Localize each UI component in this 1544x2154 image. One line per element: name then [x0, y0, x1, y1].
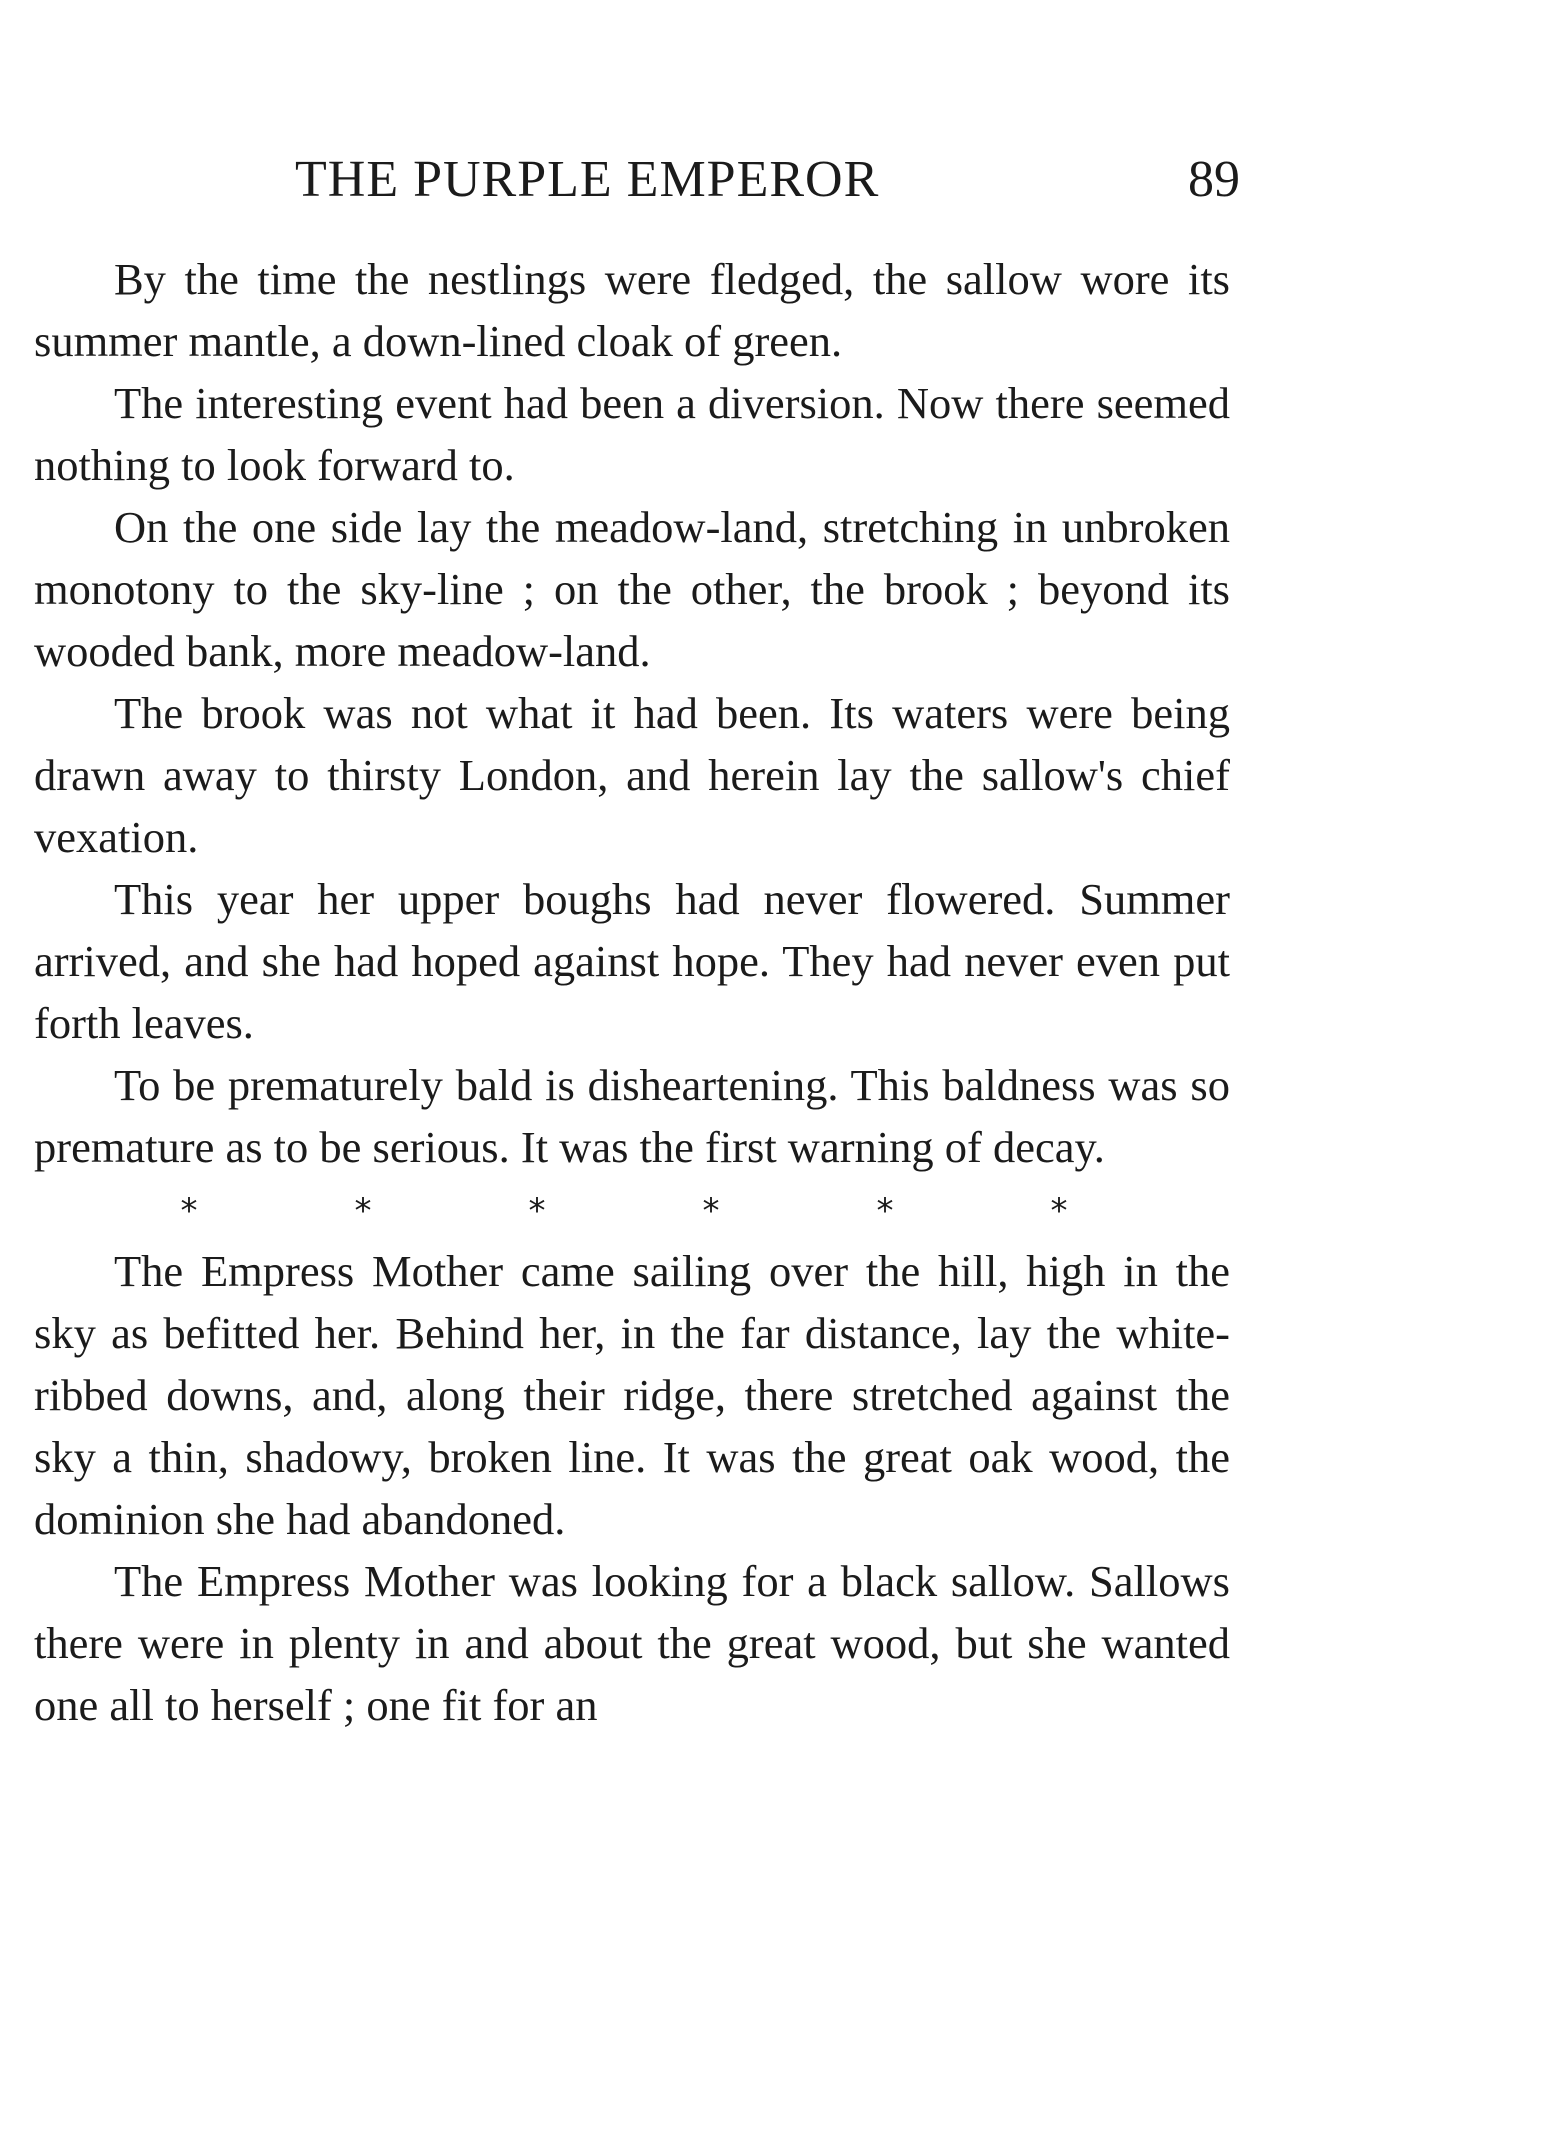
paragraph: On the one side lay the meadow-land, stretching in unbroken monotony to the sky-line ; on the other, the brook ; beyond its wooded bank, more meadow-land.	[34, 502, 1230, 676]
paragraph: The Empress Mother came sailing over the hill, high in the sky as befitted her. Behind her, in the far distance, lay the white-ribbed downs, and, along their ridge, there stretched against the sky a thin, shadowy, broken line. It was the great oak wood, the dominion she had abandoned.	[34, 1246, 1230, 1544]
paragraph: This year her upper boughs had never flowered. Summer arrived, and she had hoped against hope. They had never even put forth leaves.	[34, 874, 1230, 1048]
asterisk: *	[702, 1191, 720, 1231]
paragraph: By the time the nestlings were fledged, the sallow wore its summer mantle, a down-lined cloak of green.	[34, 254, 1230, 366]
asterisk: *	[528, 1191, 546, 1231]
paragraph: The brook was not what it had been. Its waters were being drawn away to thirsty London, and herein lay the sallow's chief vexation.	[34, 688, 1230, 862]
paragraph: To be prematurely bald is disheartening. This baldness was so premature as to be serious. It was the first warning of decay.	[34, 1060, 1230, 1172]
asterisk: *	[180, 1191, 198, 1231]
asterisk: *	[354, 1191, 372, 1231]
section-break	[174, 1186, 1074, 1236]
body-text	[34, 248, 1230, 1736]
asterisk: *	[1050, 1191, 1068, 1231]
paragraph: The interesting event had been a diversion. Now there seemed nothing to look forward to.	[34, 378, 1230, 490]
asterisk: *	[876, 1191, 894, 1231]
paragraph: The Empress Mother was looking for a black sallow. Sallows there were in plenty in and about the great wood, but she wanted one all to herself ; one fit for an	[34, 1556, 1230, 1730]
running-title: THE PURPLE EMPEROR	[295, 151, 880, 208]
page-number: 89	[1188, 151, 1240, 208]
page-header	[295, 150, 1240, 210]
